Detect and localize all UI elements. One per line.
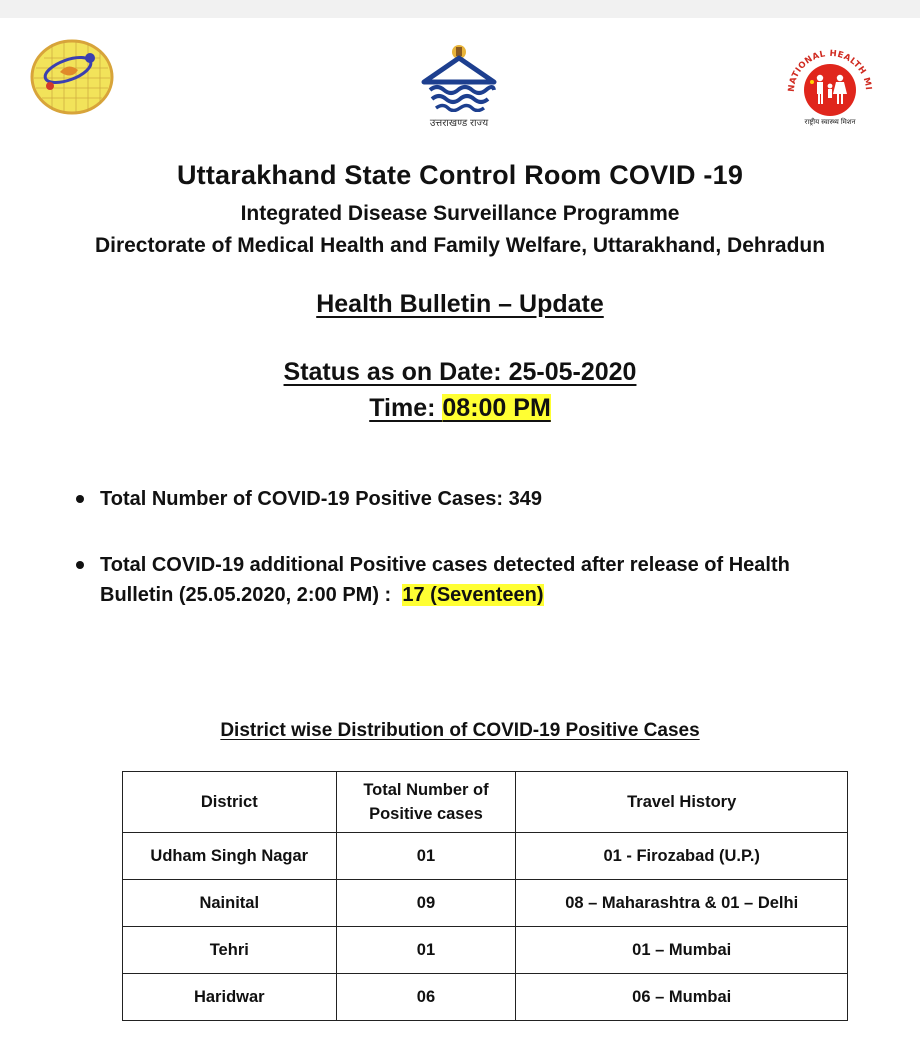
table-row [123, 833, 848, 880]
table-row [123, 927, 848, 974]
additional-cases-value: 17 (Seventeen) [402, 584, 544, 606]
table-caption-text: District wise Distribution of COVID-19 Positive Cases [220, 720, 700, 741]
table-caption [0, 720, 920, 742]
cell-cases: 09 [336, 880, 516, 927]
total-cases-bullet [100, 484, 860, 514]
uttarakhand-emblem-icon [414, 38, 504, 132]
bulletin-page [0, 18, 920, 1064]
district-table [122, 771, 848, 1021]
bulletin-heading-text: Health Bulletin – Update [316, 290, 604, 318]
table-row [123, 974, 848, 1021]
page-title: Uttarakhand State Control Room COVID -19 [176, 160, 744, 190]
cell-travel: 01 – Mumbai [516, 927, 848, 974]
time-label: Time: [369, 394, 443, 422]
cell-district: Haridwar [123, 974, 337, 1021]
emblem-caption: उत्तराखण्ड राज्य [429, 118, 489, 129]
national-health-mission-logo [780, 36, 880, 136]
total-cases-text: Total Number of COVID-19 Positive Cases: 349 [100, 488, 542, 510]
table-header-row [123, 772, 848, 833]
status-time [0, 394, 920, 423]
header-total-cases: Total Number of Positive cases [336, 772, 516, 833]
directorate-subtitle: Directorate of Medical Health and Family Welfare, Uttarakhand, Dehradun [94, 234, 826, 257]
state-emblem-globe-icon [30, 38, 114, 116]
table-row [123, 880, 848, 927]
header-district: District [123, 772, 337, 833]
cell-cases: 01 [336, 833, 516, 880]
cell-cases: 01 [336, 927, 516, 974]
additional-cases-bullet [100, 550, 860, 610]
header-travel-history: Travel History [516, 772, 848, 833]
cell-travel: 08 – Maharashtra & 01 – Delhi [516, 880, 848, 927]
programme-subtitle: Integrated Disease Surveillance Programme [240, 202, 680, 225]
time-value: 08:00 PM [442, 394, 551, 422]
status-date-text: Status as on Date: 25-05-2020 [283, 358, 637, 386]
nhm-ring-text: NATIONAL HEALTH MI [786, 48, 873, 93]
nhm-tagline: राष्ट्रीय स्वास्थ्य मिशन [804, 119, 856, 126]
cell-district: Tehri [123, 927, 337, 974]
additional-cases-text: Total COVID-19 additional Positive cases detected after release of Health Bulletin (25.05.2020, 2:00 PM) : [100, 554, 790, 606]
cell-travel: 01 - Firozabad (U.P.) [516, 833, 848, 880]
cell-cases: 06 [336, 974, 516, 1021]
status-date [0, 358, 920, 387]
cell-district: Udham Singh Nagar [123, 833, 337, 880]
cell-district: Nainital [123, 880, 337, 927]
cell-travel: 06 – Mumbai [516, 974, 848, 1021]
bulletin-heading [0, 290, 920, 319]
